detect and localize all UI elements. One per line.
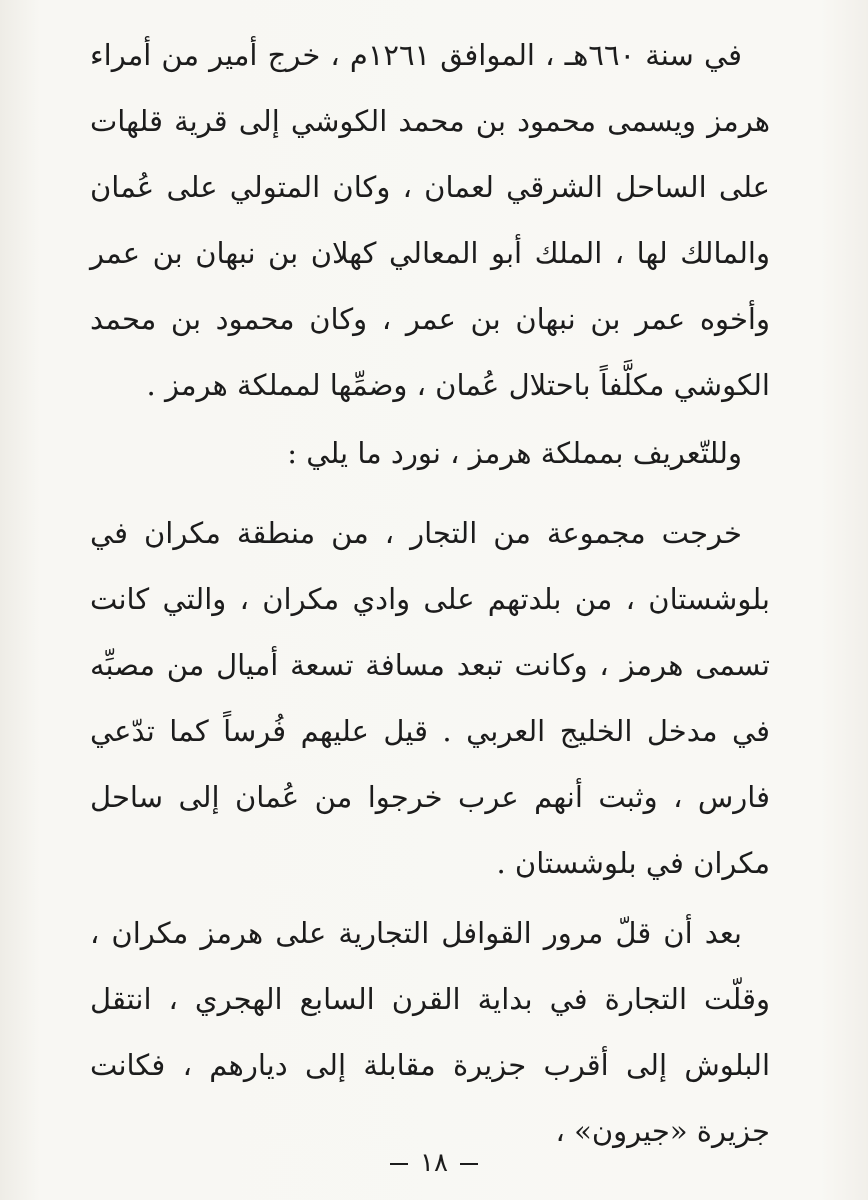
paragraph-text: خرجت مجموعة من التجار ، من منطقة مكران في بلوشستان ، من بلدتهم على وادي مكران ، والتي كانت تسمى هرمز ، وكانت تبعد مسافة تسعة أميال من مصبِّه في مدخل الخليج العربي . قيل عليهم فُرساً كما تدّعي فارس ، وثبت أنهم عرب خرجوا من عُمان إلى ساحل مكران في بلوشستان .: [90, 516, 770, 880]
paragraph-introduction: [90, 420, 770, 486]
paragraph-caravans: [90, 900, 770, 1164]
paragraph-merchants: [90, 500, 770, 896]
paragraph-hormuz-prince: [90, 22, 770, 418]
page-footer: [0, 1148, 868, 1178]
footer-dash-left: [390, 1163, 408, 1165]
paragraph-text: وللتّعريف بمملكة هرمز ، نورد ما يلي :: [287, 436, 742, 470]
paragraph-text: بعد أن قلّ مرور القوافل التجارية على هرمز مكران ، وقلّت التجارة في بداية القرن السابع الهجري ، انتقل البلوش إلى أقرب جزيرة مقابلة إلى ديارهم ، فكانت جزيرة «جيرون» ،: [90, 916, 770, 1148]
paragraph-text: في سنة ٦٦٠هـ ، الموافق ١٢٦١م ، خرج أمير من أمراء هرمز ويسمى محمود بن محمد الكوشي إلى قرية قلهات على الساحل الشرقي لعمان ، وكان المتولي على عُمان والمالك لها ، الملك أبو المعالي كهلان بن نبهان بن عمر وأخوه عمر بن نبهان بن عمر ، وكان محمود بن محمد الكوشي مكلَّفاً باحتلال عُمان ، وضمِّها لمملكة هرمز .: [90, 38, 770, 402]
footer-dash-right: [460, 1163, 478, 1165]
page-number: ١٨: [420, 1148, 448, 1178]
